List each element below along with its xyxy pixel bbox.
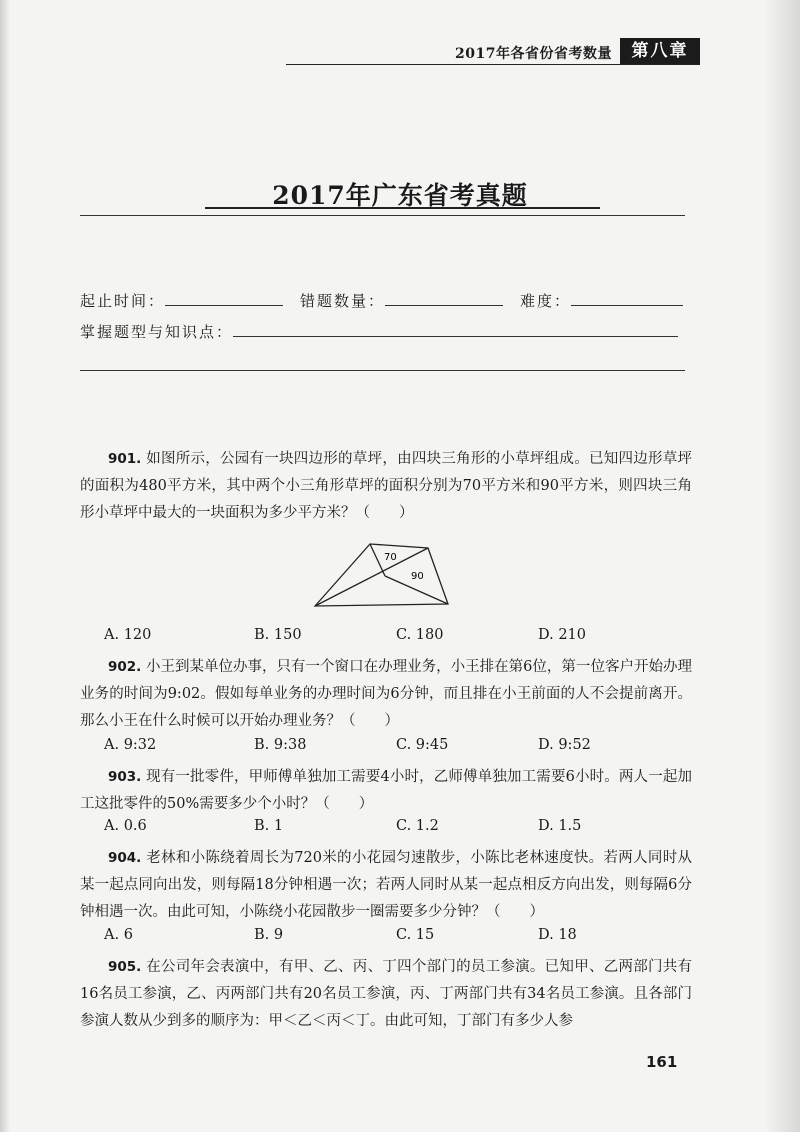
- page-edge-shadow-left: [0, 0, 10, 1132]
- option-a[interactable]: A. 9:32: [104, 737, 157, 753]
- question-text: 老林和小陈绕着周长为720米的小花园匀速散步，小陈比老林速度快。若两人同时从某一起点同向出发，则每隔18分钟相遇一次；若两人同时从某一起点相反方向出发，则每隔6分钟相遇一次。由此可知，小陈绕小花园散步一圈需要多少分钟？（ ）: [80, 850, 692, 920]
- option-b[interactable]: B. 9:38: [254, 737, 307, 753]
- question-text: 如图所示，公园有一块四边形的草坪，由四块三角形的小草坪组成。已知四边形草坪的面积为480平方米，其中两个小三角形草坪的面积分别为70平方米和90平方米，则四块三角形小草坪中最大的一块面积为多少平方米？（ ）: [80, 451, 693, 521]
- option-a[interactable]: A. 120: [104, 627, 152, 643]
- option-d[interactable]: D. 1.5: [538, 818, 582, 834]
- option-c[interactable]: C. 180: [396, 627, 444, 643]
- question-901: [80, 446, 692, 527]
- option-c[interactable]: C. 15: [396, 927, 435, 943]
- chapter-tab: 第八章: [620, 38, 700, 64]
- option-a[interactable]: A. 6: [104, 927, 133, 943]
- page-edge-shadow-right: [764, 0, 800, 1132]
- option-d[interactable]: D. 210: [538, 627, 587, 643]
- option-c[interactable]: C. 9:45: [396, 737, 449, 753]
- meta-wrong-count-blank: [385, 291, 503, 306]
- question-text: 现有一批零件，甲师傅单独加工需要4小时，乙师傅单独加工需要6小时。两人一起加工这批零件的50%需要多少个小时？（ ）: [80, 769, 693, 812]
- meta-start-end-blank: [165, 291, 283, 306]
- page-number: 161: [646, 1053, 678, 1071]
- question-902: [80, 654, 692, 735]
- option-d[interactable]: D. 9:52: [538, 737, 591, 753]
- option-b[interactable]: B. 1: [254, 818, 284, 834]
- page-title: 2017年广东省考真题: [272, 181, 528, 210]
- question-number: 905.: [108, 959, 142, 975]
- option-d[interactable]: D. 18: [538, 927, 577, 943]
- question-text: 小王到某单位办事，只有一个窗口在办理业务，小王排在第6位，第一位客户开始办理业务的时间为9:02。假如每单业务的办理时间为6分钟，而且排在小王前面的人不会提前离开。那么小王在什么时候可以开始办理业务？（ ）: [80, 659, 692, 729]
- meta-start-end-time: [80, 290, 283, 311]
- question-text: 在公司年会表演中，有甲、乙、丙、丁四个部门的员工参演。已知甲、乙两部门共有16名员工参演，乙、丙两部门共有20名员工参演，丙、丁两部门共有34名员工参演。且各部门参演人数从少到多的顺序为：甲＜乙＜丙＜丁。由此可知，丁部门有多少人参: [80, 959, 693, 1029]
- meta-bottom-rule: [80, 370, 685, 371]
- meta-difficulty-label: 难度：: [520, 292, 572, 310]
- meta-wrong-count: [300, 290, 503, 311]
- option-b[interactable]: B. 150: [254, 627, 302, 643]
- meta-wrong-count-label: 错题数量：: [300, 292, 386, 310]
- running-header: [286, 42, 700, 65]
- question-number: 903.: [108, 769, 142, 785]
- option-b[interactable]: B. 9: [254, 927, 284, 943]
- question-number: 901.: [108, 451, 142, 467]
- meta-knowledge: [80, 321, 685, 342]
- meta-difficulty: [520, 290, 683, 311]
- meta-start-end-label: 起止时间：: [80, 292, 166, 310]
- figure-label-90: 90: [411, 571, 424, 582]
- figure-label-70: 70: [384, 552, 397, 563]
- option-c[interactable]: C. 1.2: [396, 818, 439, 834]
- series-title: 2017年各省份省考数量: [455, 46, 612, 62]
- question-905: [80, 954, 692, 1035]
- option-a[interactable]: A. 0.6: [104, 818, 147, 834]
- quadrilateral-lawn-figure: [310, 536, 480, 612]
- question-number: 902.: [108, 659, 142, 675]
- question-903: [80, 764, 692, 818]
- meta-difficulty-blank: [571, 291, 683, 306]
- question-904: [80, 845, 692, 926]
- question-number: 904.: [108, 850, 142, 866]
- meta-knowledge-blank: [233, 322, 678, 337]
- meta-knowledge-label: 掌握题型与知识点：: [80, 323, 234, 341]
- title-rule-thin: [80, 215, 685, 216]
